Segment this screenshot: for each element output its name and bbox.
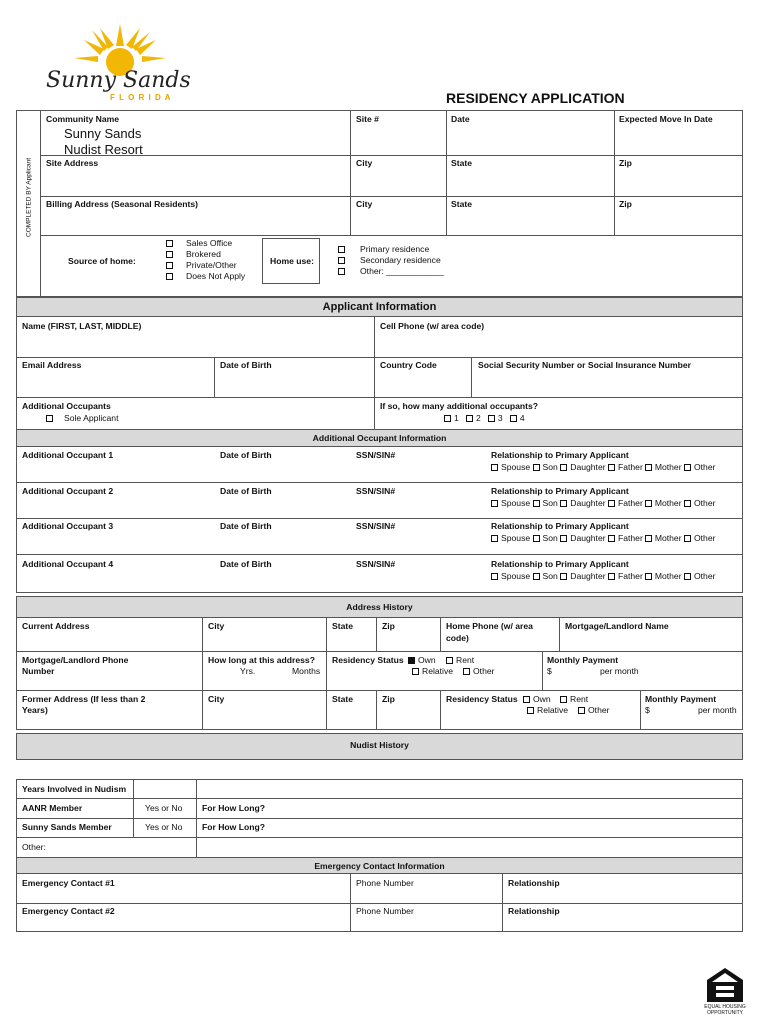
checkbox-icon[interactable] bbox=[444, 415, 451, 422]
rent-option[interactable]: Rent bbox=[446, 655, 474, 666]
former-address-label: Former Address (If less than 2 bbox=[22, 694, 146, 704]
checkbox-icon[interactable] bbox=[684, 464, 691, 471]
home-use-label: Home use: bbox=[270, 256, 314, 266]
relative-option[interactable]: Relative bbox=[412, 666, 453, 677]
months-label: Months bbox=[292, 666, 321, 676]
home-use-primary[interactable]: Primary residence bbox=[338, 244, 429, 255]
ssn-label: Social Security Number or Social Insurance Number bbox=[478, 360, 692, 370]
checkbox-icon[interactable] bbox=[491, 464, 498, 471]
checkbox-icon[interactable] bbox=[338, 246, 345, 253]
community-name-value-2: Nudist Resort bbox=[64, 142, 143, 157]
page-title: RESIDENCY APPLICATION bbox=[446, 90, 625, 106]
checkbox-icon[interactable] bbox=[608, 535, 615, 542]
count-1[interactable]: 1 bbox=[444, 413, 459, 423]
nudist-other-label: Other: bbox=[22, 842, 46, 852]
checkbox-icon[interactable] bbox=[491, 573, 498, 580]
sunny-sands-how-long-label: For How Long? bbox=[202, 822, 266, 832]
yrs-label: Yrs. bbox=[240, 666, 256, 676]
checkbox-icon[interactable] bbox=[645, 573, 652, 580]
checkbox-icon[interactable] bbox=[560, 535, 567, 542]
billing-zip-label: Zip bbox=[619, 199, 632, 209]
billing-address-label: Billing Address (Seasonal Residents) bbox=[46, 199, 199, 209]
site-address-input[interactable] bbox=[46, 172, 346, 184]
aanr-yes-no[interactable]: Yes or No bbox=[145, 803, 183, 813]
former-other-option[interactable]: Other bbox=[578, 705, 610, 716]
checkbox-icon[interactable] bbox=[338, 268, 345, 275]
cell-phone-label: Cell Phone (w/ area code) bbox=[380, 321, 485, 331]
home-use-secondary[interactable]: Secondary residence bbox=[338, 255, 441, 266]
dollar-sign: $ bbox=[547, 666, 552, 676]
checkbox-icon[interactable] bbox=[560, 464, 567, 471]
emergency-contact-2-label: Emergency Contact #2 bbox=[22, 906, 115, 916]
checkbox-icon[interactable] bbox=[578, 707, 585, 714]
count-4[interactable]: 4 bbox=[510, 413, 525, 423]
house-icon bbox=[707, 968, 743, 1002]
checkbox-icon[interactable] bbox=[166, 262, 173, 269]
zip-label: Zip bbox=[619, 158, 632, 168]
side-label: COMPLETED BY Applicant bbox=[25, 158, 33, 237]
checkbox-icon[interactable] bbox=[491, 535, 498, 542]
source-option-sales[interactable]: Sales Office bbox=[166, 238, 232, 249]
aanr-how-long-label: For How Long? bbox=[202, 803, 266, 813]
checkbox-icon[interactable] bbox=[533, 500, 540, 507]
checkbox-icon[interactable] bbox=[608, 573, 615, 580]
checkbox-icon[interactable] bbox=[446, 657, 453, 664]
checkbox-icon[interactable] bbox=[560, 696, 567, 703]
occupant-row-1: Additional Occupant 1 Date of Birth SSN/SIN# Relationship to Primary Applicant Spouse Son Daughter Father Mother Other bbox=[22, 450, 716, 472]
former-city-label: City bbox=[208, 694, 225, 704]
home-phone-label: Home Phone (w/ area bbox=[446, 621, 533, 631]
billing-state-label: State bbox=[451, 199, 473, 209]
former-relative-option[interactable]: Relative bbox=[527, 705, 568, 716]
city-label: City bbox=[356, 158, 373, 168]
former-zip-label: Zip bbox=[382, 694, 395, 704]
billing-city-label: City bbox=[356, 199, 373, 209]
logo-name: Sunny Sands bbox=[46, 68, 191, 93]
checkbox-icon[interactable] bbox=[684, 573, 691, 580]
emergency-relationship-2-label: Relationship bbox=[508, 906, 560, 916]
home-phone-label-2: code) bbox=[446, 633, 469, 643]
former-per-month-label: per month bbox=[698, 705, 737, 715]
mortgage-name-label: Mortgage/Landlord Name bbox=[565, 621, 669, 631]
emergency-phone-1-label: Phone Number bbox=[356, 878, 414, 888]
source-option-brokered[interactable]: Brokered bbox=[166, 249, 221, 260]
checkbox-icon[interactable] bbox=[166, 251, 173, 258]
checkbox-icon[interactable] bbox=[645, 500, 652, 507]
residency-status-label: Residency Status bbox=[332, 655, 404, 665]
count-3[interactable]: 3 bbox=[488, 413, 503, 423]
checkbox-icon[interactable] bbox=[608, 500, 615, 507]
site-address-label: Site Address bbox=[46, 158, 99, 168]
how-long-label: How long at this address? bbox=[208, 655, 315, 665]
site-label: Site # bbox=[356, 114, 379, 124]
mortgage-phone-label: Mortgage/Landlord Phone bbox=[22, 655, 129, 665]
email-label: Email Address bbox=[22, 360, 82, 370]
source-option-none[interactable]: Does Not Apply bbox=[166, 271, 245, 282]
occupant-row-4: Additional Occupant 4 Date of Birth SSN/SIN# Relationship to Primary Applicant Spouse Son Daughter Father Mother Other bbox=[22, 559, 716, 581]
checkbox-icon[interactable] bbox=[338, 257, 345, 264]
checkbox-icon[interactable] bbox=[533, 464, 540, 471]
former-state-label: State bbox=[332, 694, 354, 704]
occupant-row-3: Additional Occupant 3 Date of Birth SSN/SIN# Relationship to Primary Applicant Spouse Son Daughter Father Mother Other bbox=[22, 521, 716, 543]
date-label: Date bbox=[451, 114, 470, 124]
former-monthly-label: Monthly Payment bbox=[645, 694, 717, 704]
source-option-private[interactable]: Private/Other bbox=[166, 260, 237, 271]
community-name-label: Community Name bbox=[46, 114, 120, 124]
count-options bbox=[444, 413, 525, 424]
checkbox-checked-icon[interactable] bbox=[408, 657, 415, 664]
per-month-label: per month bbox=[600, 666, 639, 676]
current-state-label: State bbox=[332, 621, 354, 631]
community-name-value: Sunny Sands bbox=[64, 126, 142, 141]
emergency-relationship-1-label: Relationship bbox=[508, 878, 560, 888]
sole-applicant-option[interactable]: Sole Applicant bbox=[46, 413, 118, 424]
checkbox-icon[interactable] bbox=[684, 535, 691, 542]
own-option[interactable]: Own bbox=[408, 655, 436, 666]
checkbox-icon[interactable] bbox=[166, 240, 173, 247]
checkbox-icon[interactable] bbox=[645, 464, 652, 471]
former-own-option[interactable]: Own bbox=[523, 694, 551, 705]
how-many-label: If so, how many additional occupants? bbox=[380, 401, 539, 411]
former-address-label-2: Years) bbox=[22, 705, 48, 715]
sunny-sands-yes-no[interactable]: Yes or No bbox=[145, 822, 183, 832]
current-zip-label: Zip bbox=[382, 621, 395, 631]
emergency-phone-2-label: Phone Number bbox=[356, 906, 414, 916]
checkbox-icon[interactable] bbox=[608, 464, 615, 471]
home-use-other[interactable]: Other: ____________ bbox=[338, 266, 444, 277]
checkbox-icon[interactable] bbox=[684, 500, 691, 507]
checkbox-icon[interactable] bbox=[523, 696, 530, 703]
aanr-member-label: AANR Member bbox=[22, 803, 83, 813]
occupant-row-2: Additional Occupant 2 Date of Birth SSN/SIN# Relationship to Primary Applicant Spouse Son Daughter Father Mother Other bbox=[22, 486, 716, 508]
other-option[interactable]: Other bbox=[463, 666, 495, 677]
logo bbox=[40, 24, 200, 104]
former-residency-status-label: Residency Status bbox=[446, 694, 518, 704]
checkbox-icon[interactable] bbox=[46, 415, 53, 422]
checkbox-icon[interactable] bbox=[533, 535, 540, 542]
dob-label: Date of Birth bbox=[220, 360, 272, 370]
sunny-sands-member-label: Sunny Sands Member bbox=[22, 822, 112, 832]
move-in-label: Expected Move In Date bbox=[619, 114, 713, 124]
state-label: State bbox=[451, 158, 473, 168]
name-label: Name (FIRST, LAST, MIDDLE) bbox=[22, 321, 142, 331]
logo-subtitle: F L O R I D A bbox=[110, 93, 172, 102]
checkbox-icon[interactable] bbox=[463, 668, 470, 675]
checkbox-icon[interactable] bbox=[488, 415, 495, 422]
emergency-contact-1-label: Emergency Contact #1 bbox=[22, 878, 115, 888]
current-address-label: Current Address bbox=[22, 621, 90, 631]
checkbox-icon[interactable] bbox=[510, 415, 517, 422]
checkbox-icon[interactable] bbox=[527, 707, 534, 714]
mortgage-phone-label-2: Number bbox=[22, 666, 55, 676]
checkbox-icon[interactable] bbox=[533, 573, 540, 580]
checkbox-icon[interactable] bbox=[645, 535, 652, 542]
country-code-label: Country Code bbox=[380, 360, 437, 370]
equal-housing-logo: EQUAL HOUSING OPPORTUNITY bbox=[698, 968, 752, 1024]
checkbox-icon[interactable] bbox=[560, 573, 567, 580]
former-dollar-sign: $ bbox=[645, 705, 650, 715]
current-city-label: City bbox=[208, 621, 225, 631]
checkbox-icon[interactable] bbox=[166, 273, 173, 280]
checkbox-icon[interactable] bbox=[560, 500, 567, 507]
source-of-home-label: Source of home: bbox=[68, 256, 136, 266]
checkbox-icon[interactable] bbox=[412, 668, 419, 675]
checkbox-icon[interactable] bbox=[491, 500, 498, 507]
checkbox-icon[interactable] bbox=[466, 415, 473, 422]
former-rent-option[interactable]: Rent bbox=[560, 694, 588, 705]
years-nudism-label: Years Involved in Nudism bbox=[22, 784, 127, 794]
monthly-payment-label: Monthly Payment bbox=[547, 655, 619, 665]
count-2[interactable]: 2 bbox=[466, 413, 481, 423]
additional-occupants-label: Additional Occupants bbox=[22, 401, 111, 411]
